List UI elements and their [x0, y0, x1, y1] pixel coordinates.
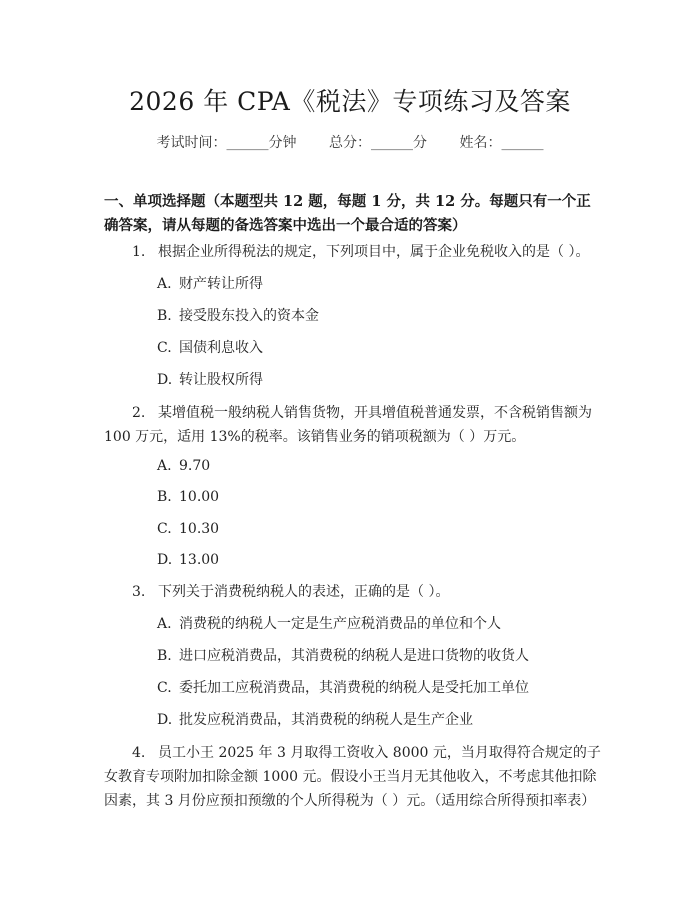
option-text: 财产转让所得: [179, 276, 263, 292]
option-letter: A.: [157, 276, 172, 292]
question-2: [104, 401, 604, 449]
option-text: 转让股权所得: [179, 372, 263, 388]
section-heading: 一、单项选择题（本题型共 12 题，每题 1 分，共 12 分。每题只有一个正确答案，请从每题的备选答案中选出一个最合适的答案）: [104, 193, 591, 234]
question-3-option-a: [157, 613, 607, 635]
question-3-option-c: [157, 677, 607, 699]
question-3-option-d: [157, 709, 607, 731]
option-letter: C.: [157, 340, 172, 356]
question-1-option-a: [157, 273, 607, 295]
question-number: 2.: [132, 405, 146, 421]
question-3: [104, 580, 604, 604]
option-text: 13.00: [179, 552, 220, 568]
question-text: 某增值税一般纳税人销售货物，开具增值税普通发票，不含税销售额为 100 万元，适用 13%的税率。该销售业务的销项税额为（ ）万元。: [104, 405, 592, 445]
option-text: 国债利息收入: [179, 340, 263, 356]
option-letter: A.: [157, 616, 172, 632]
question-text: 员工小王 2025 年 3 月取得工资收入 8000 元，当月取得符合规定的子女教育专项附加扣除金额 1000 元。假设小王当月无其他收入，不考虑其他扣除因素，其 3 月份应预扣预缴的个人所得税为（ ）元。（适用综合所得预扣率表）: [104, 745, 601, 809]
question-1-option-d: [157, 369, 607, 391]
option-text: 10.30: [179, 521, 220, 537]
question-3-option-b: [157, 645, 607, 667]
question-1-option-c: [157, 337, 607, 359]
exam-score: 总分：______分: [329, 135, 427, 151]
option-text: 消费税的纳税人一定是生产应税消费品的单位和个人: [179, 616, 501, 632]
question-1: [104, 240, 604, 264]
option-text: 委托加工应税消费品，其消费税的纳税人是受托加工单位: [179, 680, 529, 696]
question-2-option-b: [157, 486, 607, 508]
option-text: 批发应税消费品，其消费税的纳税人是生产企业: [179, 712, 473, 728]
option-letter: B.: [157, 308, 172, 324]
option-text: 10.00: [179, 489, 220, 505]
question-2-option-d: [157, 549, 607, 571]
page-title: 2026 年 CPA《税法》专项练习及答案: [129, 87, 571, 116]
option-letter: D.: [157, 712, 173, 728]
question-1-option-b: [157, 305, 607, 327]
option-letter: B.: [157, 648, 172, 664]
option-letter: C.: [157, 521, 172, 537]
question-number: 3.: [132, 584, 146, 600]
question-number: 1.: [132, 244, 146, 260]
question-2-option-a: [157, 455, 607, 477]
option-letter: B.: [157, 489, 172, 505]
option-text: 进口应税消费品，其消费税的纳税人是进口货物的收货人: [179, 648, 529, 664]
question-text: 下列关于消费税纳税人的表述，正确的是（ ）。: [158, 584, 450, 600]
option-letter: A.: [157, 458, 172, 474]
option-letter: C.: [157, 680, 172, 696]
question-4: [104, 741, 604, 813]
option-letter: D.: [157, 372, 173, 388]
exam-meta: [0, 132, 700, 152]
option-text: 接受股东投入的资本金: [179, 308, 319, 324]
question-number: 4.: [132, 745, 146, 761]
exam-name: 姓名：______: [459, 135, 544, 151]
exam-time: 考试时间：______分钟: [156, 135, 297, 151]
option-letter: D.: [157, 552, 173, 568]
option-text: 9.70: [179, 458, 211, 474]
question-text: 根据企业所得税法的规定，下列项目中，属于企业免税收入的是（ ）。: [158, 244, 590, 260]
question-2-option-c: [157, 518, 607, 540]
